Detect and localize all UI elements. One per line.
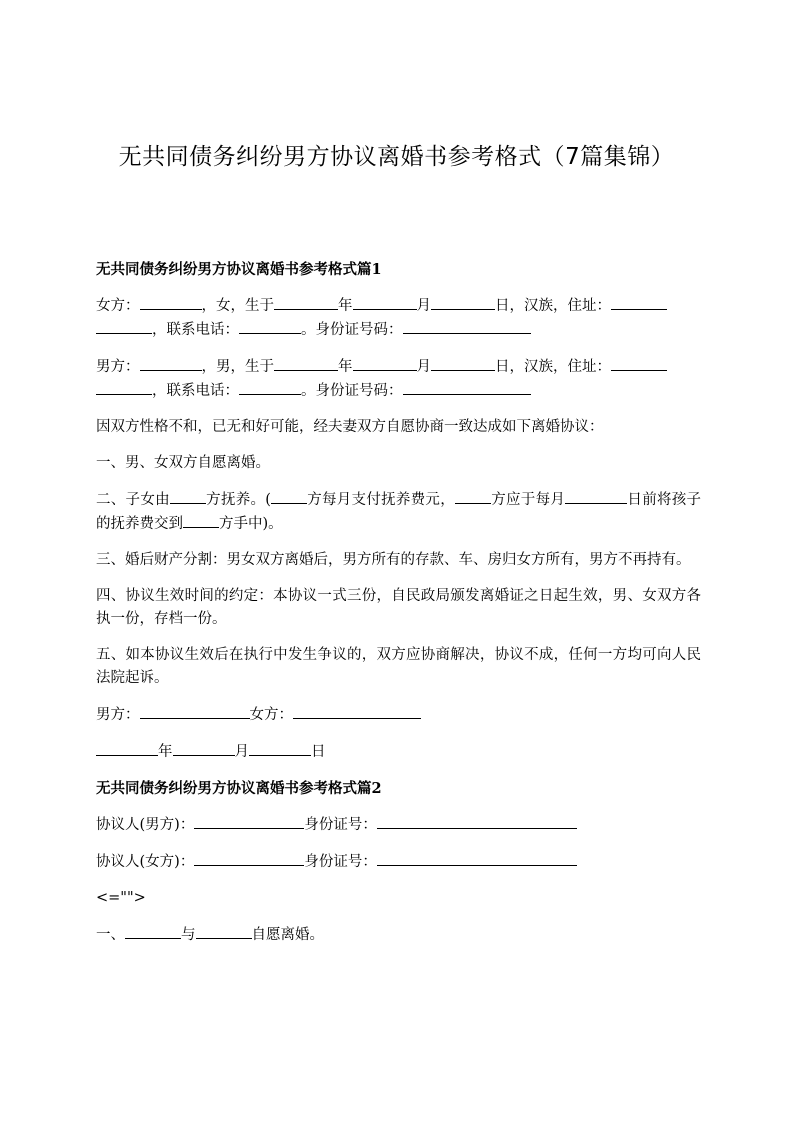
party-man-name-blank	[194, 813, 304, 829]
woman-gender-text: ，女，生于	[201, 298, 274, 314]
party-woman-id-blank	[377, 850, 577, 866]
section2-clause-1	[96, 923, 701, 947]
woman-info-paragraph	[96, 294, 701, 342]
clause-number: 一、	[96, 927, 125, 943]
section-heading-2: 无共同债务纠纷男方协议离婚书参考格式篇2	[96, 780, 382, 797]
party-man-line	[96, 813, 701, 837]
clause-2-text-c: 方每月支付抚养费元，	[306, 492, 455, 508]
woman-address-blank-2	[96, 318, 152, 334]
id-label: 身份证号：	[304, 817, 377, 833]
man-birth-month-blank	[353, 355, 417, 371]
man-info-paragraph	[96, 355, 701, 403]
woman-phone-blank	[239, 318, 301, 334]
man-signature-blank	[140, 703, 250, 719]
id-label: 。身份证号码：	[301, 383, 403, 399]
man-signature-label: 男方：	[96, 707, 140, 723]
phone-label: ，联系电话：	[152, 383, 239, 399]
sign-year-blank	[96, 740, 158, 756]
receiver-party-blank	[183, 512, 219, 528]
signature-line	[96, 703, 701, 727]
woman-signature-label: 女方：	[249, 707, 293, 723]
clause-2-text-b: 方抚养。(	[205, 492, 271, 508]
clause-2-text-f: 方手中)。	[219, 516, 283, 532]
woman-signature-blank	[293, 703, 421, 719]
man-gender-text: ，男，生于	[201, 359, 274, 375]
month-label: 月	[416, 298, 431, 314]
clause-5: 五、如本协议生效后在执行中发生争议的，双方应协商解决，协议不成，任何一方均可向人民法院起诉。	[96, 647, 701, 686]
man-birth-year-blank	[274, 355, 338, 371]
payer-party-blank	[271, 488, 307, 504]
month-label: 月	[416, 359, 431, 375]
party-woman-line	[96, 850, 701, 874]
party-b-blank	[196, 923, 252, 939]
man-address-blank-2	[96, 379, 152, 395]
man-birth-day-blank	[431, 355, 495, 371]
phone-label: ，联系电话：	[152, 322, 239, 338]
party-woman-label: 协议人(女方)：	[96, 854, 195, 870]
year-label: 年	[338, 298, 353, 314]
woman-name-blank	[140, 294, 202, 310]
stray-markup-text: <="">	[96, 890, 146, 906]
custody-party-blank	[170, 488, 206, 504]
year-label: 年	[338, 359, 353, 375]
party-man-label: 协议人(男方)：	[96, 817, 195, 833]
clause-3: 三、婚后财产分割：男女双方离婚后，男方所有的存款、车、房归女方所有，男方不再持有。	[96, 552, 691, 568]
payer-party-blank-2	[455, 488, 491, 504]
year-label: 年	[158, 744, 173, 760]
man-phone-blank	[239, 379, 301, 395]
conjunction-text: 与	[181, 927, 196, 943]
man-id-blank	[403, 379, 531, 395]
intro-paragraph: 因双方性格不和，已无和好可能，经夫妻双方自愿协商一致达成如下离婚协议：	[96, 419, 604, 435]
month-label: 月	[234, 744, 249, 760]
sign-month-blank	[173, 740, 235, 756]
document-body	[96, 258, 701, 960]
woman-birth-day-blank	[431, 294, 495, 310]
clause-4: 四、协议生效时间的约定：本协议一式三份，自民政局颁发离婚证之日起生效，男、女双方各执一份，存档一份。	[96, 588, 701, 627]
day-address-label: 日，汉族，住址：	[495, 359, 611, 375]
day-address-label: 日，汉族，住址：	[495, 298, 611, 314]
clause-2-text-a: 二、子女由	[96, 492, 170, 508]
sign-day-blank	[249, 740, 311, 756]
clause-1: 一、男、女双方自愿离婚。	[96, 455, 270, 471]
woman-birth-year-blank	[274, 294, 338, 310]
clause-2	[96, 488, 701, 536]
section-heading-1: 无共同债务纠纷男方协议离婚书参考格式篇1	[96, 261, 382, 278]
clause-2-text-e: 日前将孩子的抚养费交到	[96, 492, 702, 532]
party-a-blank	[125, 923, 181, 939]
man-address-blank-1	[611, 355, 667, 371]
document-title: 无共同债务纠纷男方协议离婚书参考格式（7篇集锦）	[118, 144, 675, 170]
woman-label: 女方：	[96, 298, 140, 314]
clause-2-text-d: 方应于每月	[490, 492, 566, 508]
party-woman-name-blank	[194, 850, 304, 866]
man-name-blank	[140, 355, 202, 371]
woman-address-blank-1	[611, 294, 667, 310]
clause-text: 自愿离婚。	[251, 927, 324, 943]
id-label: 。身份证号码：	[301, 322, 403, 338]
id-label: 身份证号：	[304, 854, 377, 870]
signing-date-line	[96, 740, 701, 764]
party-man-id-blank	[377, 813, 577, 829]
woman-birth-month-blank	[353, 294, 417, 310]
woman-id-blank	[403, 318, 531, 334]
payment-day-blank	[565, 488, 627, 504]
day-label: 日	[311, 744, 326, 760]
man-label: 男方：	[96, 359, 140, 375]
